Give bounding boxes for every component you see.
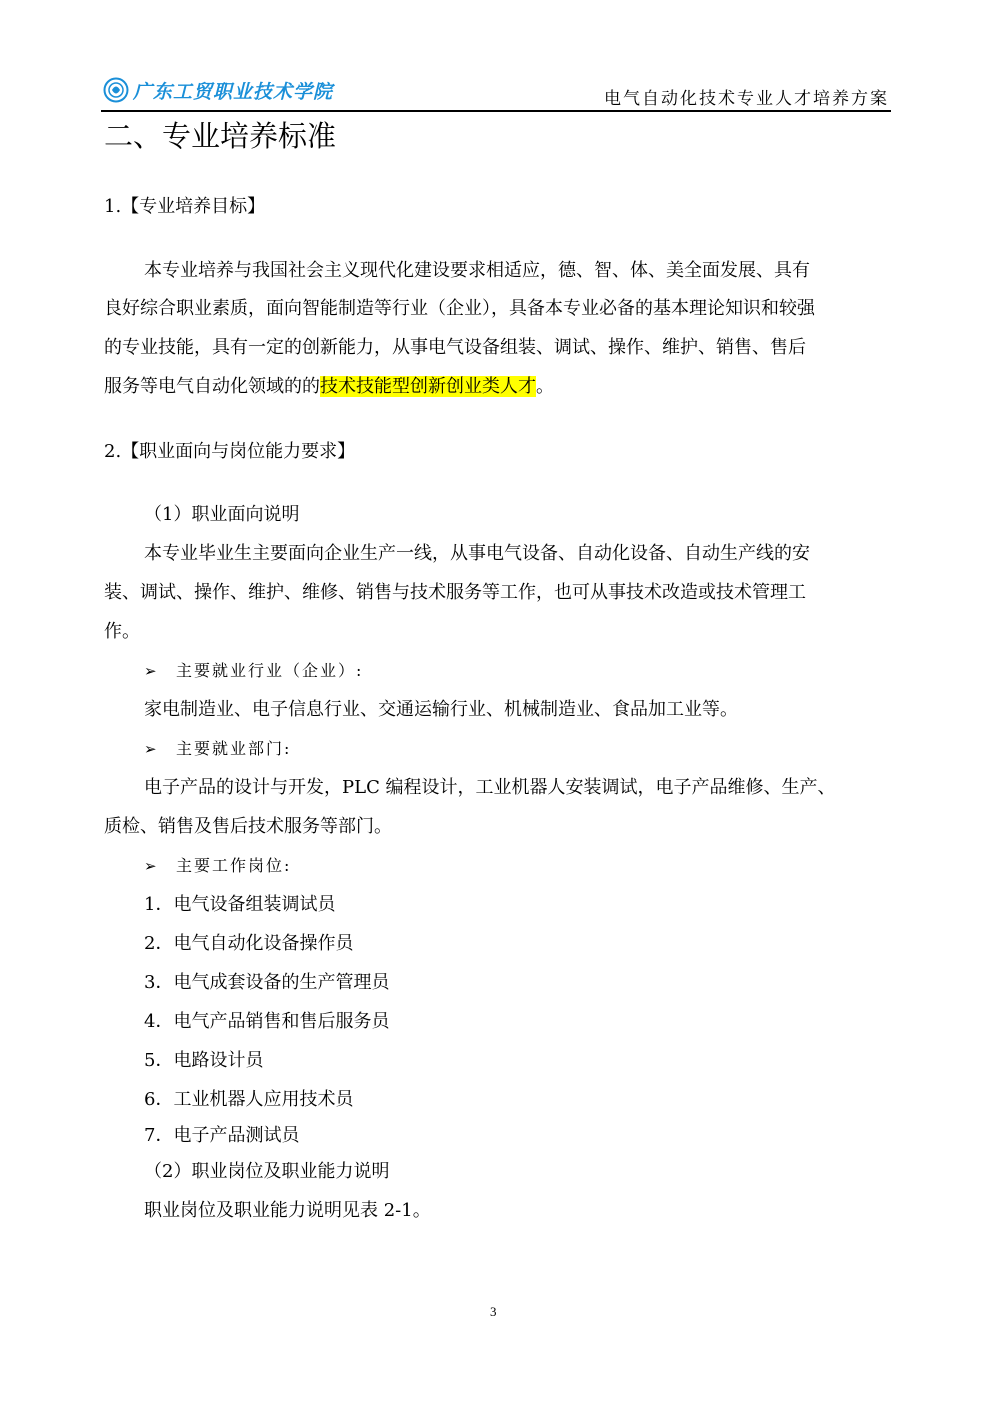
bullet-label: 主要就业部门: [176, 739, 292, 758]
career-intro-line: 本专业毕业生主要面向企业生产一线，从事电气设备、自动化设备、自动生产线的安 [144, 543, 810, 564]
bullet-label: 主要工作岗位: [176, 856, 292, 875]
goal-text-end: 。 [536, 376, 554, 397]
page-header [101, 72, 891, 112]
position-item: 1．电气设备组装调试员 [144, 894, 336, 915]
arrow-bullet-icon: ➢ [144, 857, 157, 875]
position-item: 2．电气自动化设备操作员 [144, 933, 354, 954]
section-title: 二、专业培养标准 [104, 119, 337, 153]
goal-paragraph-line: 本专业培养与我国社会主义现代化建设要求相适应，德、智、体、美全面发展、具有 [144, 260, 810, 281]
bullet-industry [144, 659, 363, 683]
school-logo [103, 76, 333, 104]
position-item: 3．电气成套设备的生产管理员 [144, 972, 390, 993]
subheading-position-ability: （2）职业岗位及职业能力说明 [144, 1161, 390, 1182]
page-number: 3 [490, 1304, 497, 1319]
goal-paragraph-line: 的专业技能，具有一定的创新能力，从事电气设备组装、调试、操作、维护、销售、售后 [104, 337, 806, 358]
position-item: 5．电路设计员 [144, 1050, 264, 1071]
bullet-positions [144, 854, 291, 878]
goal-text: 服务等电气自动化领域的的 [104, 376, 320, 397]
career-intro-line: 装、调试、操作、维护、维修、销售与技术服务等工作，也可从事技术改造或技术管理工 [104, 582, 806, 603]
subheading-career-direction: （1）职业面向说明 [144, 504, 300, 525]
bullet-text: 质检、销售及售后技术服务等部门。 [104, 816, 392, 837]
bullet-department [144, 737, 291, 761]
goal-paragraph-line: 良好综合职业素质，面向智能制造等行业（企业），具备本专业必备的基本理论知识和较强 [104, 298, 815, 319]
position-item: 7．电子产品测试员 [144, 1125, 300, 1146]
bullet-label: 主要就业行业（企业）: [176, 661, 364, 680]
table-reference: 职业岗位及职业能力说明见表 2-1。 [144, 1200, 431, 1221]
arrow-bullet-icon: ➢ [144, 662, 157, 680]
position-item: 4．电气产品销售和售后服务员 [144, 1011, 390, 1032]
logo-text: 广东工贸职业技术学院 [133, 80, 334, 103]
goal-paragraph-last-line [104, 375, 554, 399]
highlighted-text: 技术技能型创新创业类人才 [320, 376, 536, 397]
bullet-text: 家电制造业、电子信息行业、交通运输行业、机械制造业、食品加工业等。 [144, 699, 738, 720]
career-intro-line: 作。 [104, 621, 140, 642]
arrow-bullet-icon: ➢ [144, 740, 157, 758]
bullet-text: 电子产品的设计与开发，PLC 编程设计，工业机器人安装调试，电子产品维修、生产、 [144, 777, 836, 798]
goal-heading: 1.【专业培养目标】 [104, 196, 266, 217]
school-emblem-icon [103, 77, 129, 103]
document-title: 电气自动化技术专业人才培养方案 [604, 89, 889, 109]
career-heading: 2.【职业面向与岗位能力要求】 [104, 441, 356, 462]
position-item: 6．工业机器人应用技术员 [144, 1089, 354, 1110]
